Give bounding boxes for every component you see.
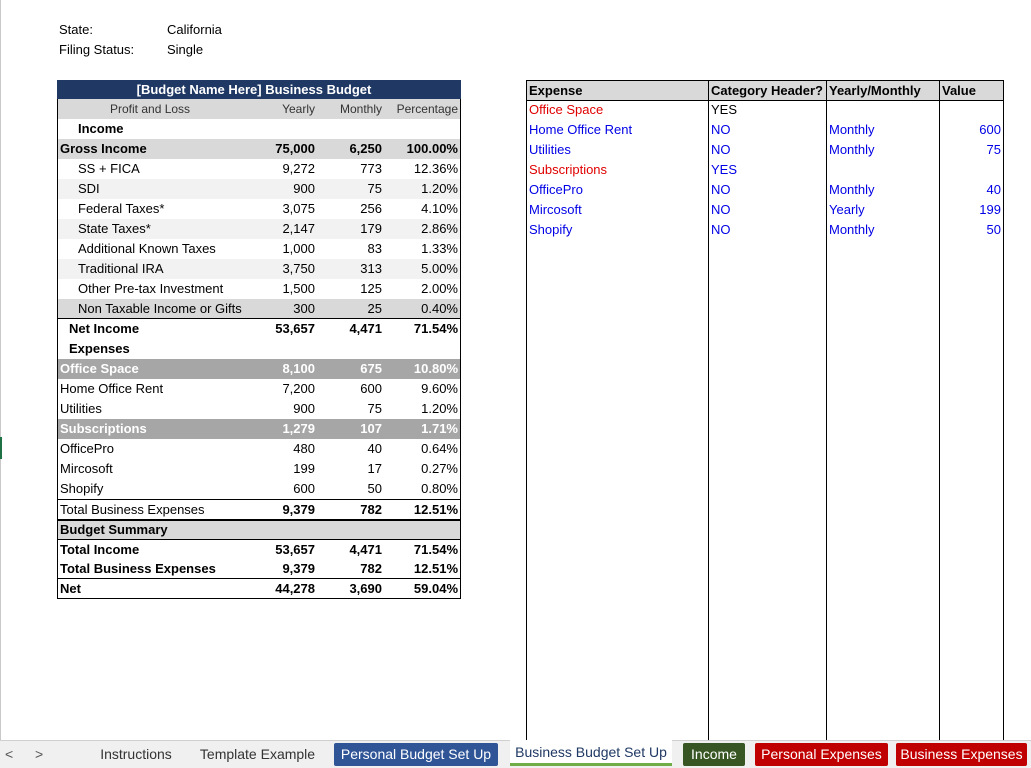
summary-net-row[interactable]: Net 44,278 3,690 59.04% [57,579,461,599]
frequency[interactable]: Monthly [829,222,875,237]
frequency[interactable]: Monthly [829,142,875,157]
table-row[interactable]: Additional Known Taxes 1,000 83 1.33% [57,239,461,259]
table-row[interactable]: SDI 900 75 1.20% [57,179,461,199]
value[interactable]: 75 [986,142,1001,157]
table-row[interactable]: Shopify 600 50 0.80% [57,479,461,499]
category-flag[interactable]: NO [711,202,731,217]
value[interactable]: 600 [979,122,1001,137]
header-monthly: Monthly [339,102,382,116]
expense-name[interactable]: Mircosoft [529,202,582,217]
budget-summary-heading: Budget Summary [57,519,461,539]
column-divider [939,80,940,740]
summary-total-income-row[interactable]: Total Income 53,657 4,471 71.54% [57,539,461,559]
value[interactable]: 40 [986,182,1001,197]
row-selection-marker [0,437,2,459]
category-flag[interactable]: NO [711,122,731,137]
value[interactable]: 199 [979,202,1001,217]
category-flag[interactable]: YES [711,162,738,177]
header-yearly: Yearly [282,102,315,116]
table-row[interactable]: Non Taxable Income or Gifts 300 25 0.40% [57,299,461,319]
tab-personal-budget-set-up[interactable]: Personal Budget Set Up [334,743,498,766]
tab-instructions[interactable]: Instructions [100,746,172,762]
total-business-expenses-row[interactable]: Total Business Expenses 9,379 782 12.51% [57,499,461,519]
state-value[interactable]: California [167,22,222,37]
summary-total-expenses-row[interactable]: Total Business Expenses 9,379 782 12.51% [57,559,461,579]
sheet-left-border [0,0,1,740]
filing-status-value[interactable]: Single [167,42,204,57]
value[interactable]: 50 [986,222,1001,237]
column-divider [708,80,709,740]
table-row[interactable]: State Taxes* 2,147 179 2.86% [57,219,461,239]
expense-name[interactable]: Office Space [529,102,604,117]
tab-business-expenses[interactable]: Business Expenses [896,743,1027,766]
tab-template-example[interactable]: Template Example [199,746,316,762]
budget-header-row [57,99,461,119]
category-row-subscriptions[interactable]: Subscriptions 1,279 107 1.71% [57,419,461,439]
expense-name[interactable]: Shopify [529,222,573,237]
scroll-tabs-right-icon[interactable]: > [35,746,44,762]
category-flag[interactable]: YES [711,102,738,117]
table-row[interactable]: SS + FICA 9,272 773 12.36% [57,159,461,179]
category-flag[interactable]: NO [711,222,731,237]
filing-status-label: Filing Status: [59,42,135,57]
expenses-heading: Expenses [57,339,461,359]
state-label: State: [59,22,93,37]
header-category: Category Header? [711,83,823,98]
table-row[interactable]: Traditional IRA 3,750 313 5.00% [57,259,461,279]
expense-name[interactable]: Home Office Rent [529,122,633,137]
scroll-tabs-left-icon[interactable]: < [5,746,14,762]
frequency[interactable]: Monthly [829,182,875,197]
budget-title: [Budget Name Here] Business Budget [57,80,461,99]
column-divider [526,80,527,740]
table-row[interactable]: Mircosoft 199 17 0.27% [57,459,461,479]
gross-income-row[interactable]: Gross Income 75,000 6,250 100.00% [57,139,461,159]
category-flag[interactable]: NO [711,142,731,157]
expense-setup-table [526,80,1004,740]
table-row[interactable]: Home Office Rent 7,200 600 9.60% [57,379,461,399]
frequency[interactable]: Monthly [829,122,875,137]
column-divider [1003,80,1004,740]
table-row[interactable]: Other Pre-tax Investment 1,500 125 2.00% [57,279,461,299]
header-profit-and-loss: Profit and Loss [110,102,191,116]
category-flag[interactable]: NO [711,182,731,197]
table-row[interactable]: Federal Taxes* 3,075 256 4.10% [57,199,461,219]
header-expense: Expense [529,83,583,98]
sheet-tab-bar [0,740,1031,768]
header-value: Value [942,83,976,98]
frequency[interactable]: Yearly [829,202,865,217]
expense-name[interactable]: Utilities [529,142,571,157]
expense-name[interactable]: OfficePro [529,182,583,197]
tab-business-budget-set-up[interactable]: Business Budget Set Up [510,740,672,766]
table-row[interactable]: Utilities 900 75 1.20% [57,399,461,419]
expense-name[interactable]: Subscriptions [529,162,608,177]
table-row[interactable]: OfficePro 480 40 0.64% [57,439,461,459]
header-frequency: Yearly/Monthly [829,83,921,98]
net-income-row[interactable]: Net Income 53,657 4,471 71.54% [57,319,461,339]
tab-income[interactable]: Income [683,743,745,766]
category-row-office-space[interactable]: Office Space 8,100 675 10.80% [57,359,461,379]
business-budget-table [57,80,461,599]
tab-personal-expenses[interactable]: Personal Expenses [755,743,888,766]
income-heading: Income [57,119,461,139]
column-divider [826,80,827,740]
header-percentage: Percentage [396,102,458,116]
